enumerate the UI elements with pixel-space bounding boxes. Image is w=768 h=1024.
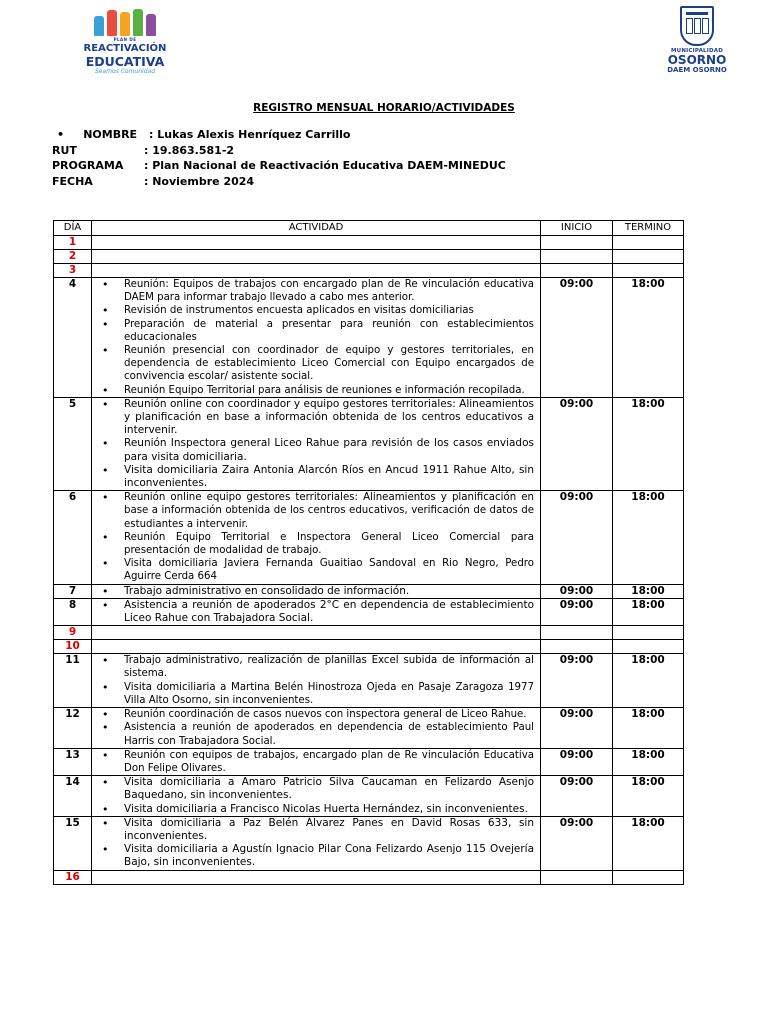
start-time-cell bbox=[541, 626, 613, 640]
info-row-programa bbox=[52, 158, 506, 174]
header-inicio: INICIO bbox=[541, 221, 613, 236]
logo-municipalidad-text: MUNICIPALIDAD bbox=[671, 48, 723, 54]
activity-cell bbox=[92, 654, 541, 708]
logo-plan-text: PLAN DE bbox=[113, 37, 137, 42]
nombre-label-text: NOMBRE bbox=[83, 128, 138, 142]
activity-cell bbox=[92, 584, 541, 598]
end-time-cell bbox=[613, 236, 684, 250]
start-time-cell bbox=[541, 250, 613, 264]
activity-list bbox=[92, 708, 540, 748]
table-row bbox=[54, 264, 684, 278]
activity-list bbox=[92, 398, 540, 490]
table-row bbox=[54, 748, 684, 775]
activity-cell bbox=[92, 748, 541, 775]
list-item: • Visita domiciliaria Javiera Fernanda Guaitiao Sandoval en Rio Negro, Pedro Aguirre Cerda 664 bbox=[124, 557, 534, 583]
table-row bbox=[54, 278, 684, 398]
start-time-cell: 09:00 bbox=[541, 584, 613, 598]
document-title: REGISTRO MENSUAL HORARIO/ACTIVIDADES bbox=[253, 102, 515, 114]
day-cell: 11 bbox=[54, 654, 92, 708]
activity-cell bbox=[92, 776, 541, 817]
end-time-cell: 18:00 bbox=[613, 748, 684, 775]
info-block bbox=[52, 127, 506, 189]
activity-list bbox=[92, 585, 540, 598]
table-row bbox=[54, 491, 684, 584]
start-time-cell bbox=[541, 236, 613, 250]
activity-cell bbox=[92, 264, 541, 278]
day-cell: 1 bbox=[54, 236, 92, 250]
day-cell: 8 bbox=[54, 598, 92, 625]
activity-list bbox=[92, 278, 540, 397]
rut-label: RUT bbox=[52, 143, 77, 157]
start-time-cell: 09:00 bbox=[541, 776, 613, 817]
list-item: • Reunión online equipo gestores territoriales: Alineamientos y planificación en base a información obtenida de los centros educativos, verificación de datos de estudiantes a intervenir. bbox=[124, 491, 534, 531]
programa-value: : Plan Nacional de Reactivación Educativa DAEM-MINEDUC bbox=[144, 159, 506, 173]
day-cell: 5 bbox=[54, 397, 92, 490]
activity-cell bbox=[92, 598, 541, 625]
day-cell: 9 bbox=[54, 626, 92, 640]
start-time-cell bbox=[541, 870, 613, 884]
table-row bbox=[54, 584, 684, 598]
end-time-cell bbox=[613, 250, 684, 264]
day-cell: 2 bbox=[54, 250, 92, 264]
end-time-cell bbox=[613, 264, 684, 278]
list-item: • Reunión Inspectora general Liceo Rahue para revisión de los casos enviados para visita domiciliaria. bbox=[124, 437, 534, 463]
list-item: • Asistencia a reunión de apoderados 2°C en dependencia de establecimiento Liceo Rahue con Trabajadora Social. bbox=[124, 599, 534, 625]
table-row bbox=[54, 654, 684, 708]
hands-icon bbox=[80, 8, 170, 36]
start-time-cell: 09:00 bbox=[541, 598, 613, 625]
end-time-cell: 18:00 bbox=[613, 598, 684, 625]
end-time-cell: 18:00 bbox=[613, 584, 684, 598]
day-cell: 7 bbox=[54, 584, 92, 598]
municipalidad-osorno-logo bbox=[662, 6, 732, 80]
list-item: • Reunión presencial con coordinador de equipo y gestores territoriales, en dependencia de establecimiento Liceo Comercial con Equipo encargados de convivencia escolar/ asistente social. bbox=[124, 344, 534, 384]
logo-daem-text: DAEM OSORNO bbox=[667, 66, 727, 74]
activity-list bbox=[92, 491, 540, 583]
end-time-cell bbox=[613, 870, 684, 884]
list-item: • Reunión Equipo Territorial e Inspectora General Liceo Comercial para presentación de modalidad de trabajo. bbox=[124, 531, 534, 557]
activity-cell bbox=[92, 626, 541, 640]
activity-cell bbox=[92, 708, 541, 749]
table-row bbox=[54, 640, 684, 654]
nombre-label bbox=[52, 128, 149, 141]
list-item: • Asistencia a reunión de apoderados en dependencia de establecimiento Paul Harris con Trabajadora Social. bbox=[124, 721, 534, 747]
end-time-cell: 18:00 bbox=[613, 397, 684, 490]
activities-table bbox=[53, 220, 684, 885]
logo-reactivacion-text: REACTIVACIÓN bbox=[83, 43, 167, 54]
nombre-value: : Lukas Alexis Henríquez Carrillo bbox=[149, 128, 351, 142]
list-item: • Preparación de material a presentar para reunión con establecimientos educacionales bbox=[124, 318, 534, 344]
day-cell: 12 bbox=[54, 708, 92, 749]
list-item: • Reunión: Equipos de trabajos con encargado plan de Re vinculación educativa DAEM para informar trabajo llevado a cabo mes anterior. bbox=[124, 278, 534, 304]
end-time-cell: 18:00 bbox=[613, 708, 684, 749]
table-row bbox=[54, 598, 684, 625]
fecha-value: : Noviembre 2024 bbox=[144, 174, 255, 188]
start-time-cell: 09:00 bbox=[541, 816, 613, 870]
list-item: • Visita domiciliaria a Agustín Ignacio Pilar Cona Felizardo Asenjo 115 Ovejería Bajo, sin inconvenientes. bbox=[124, 843, 534, 869]
logo-osorno-text: OSORNO bbox=[667, 53, 727, 67]
list-item: • Revisión de instrumentos encuesta aplicados en visitas domiciliarias bbox=[124, 304, 534, 317]
bullet-icon: • bbox=[57, 128, 65, 142]
activity-cell bbox=[92, 491, 541, 584]
start-time-cell bbox=[541, 640, 613, 654]
activity-cell bbox=[92, 236, 541, 250]
list-item: • Reunión coordinación de casos nuevos con inspectora general de Liceo Rahue. bbox=[124, 708, 534, 721]
end-time-cell: 18:00 bbox=[613, 654, 684, 708]
activity-cell bbox=[92, 816, 541, 870]
list-item: • Visita domiciliaria a Martina Belén Hinostroza Ojeda en Pasaje Zaragoza 1977 Villa Alto Osorno, sin inconvenientes. bbox=[124, 681, 534, 707]
day-cell: 15 bbox=[54, 816, 92, 870]
activity-list bbox=[92, 817, 540, 870]
list-item: • Reunión online con coordinador y equipo gestores territoriales: Alineamientos y planificación en base a información obtenida de los centros educativos a intervenir. bbox=[124, 398, 534, 438]
activity-cell bbox=[92, 397, 541, 490]
list-item: • Reunión Equipo Territorial para análisis de reuniones e información recopilada. bbox=[124, 384, 534, 397]
end-time-cell: 18:00 bbox=[613, 491, 684, 584]
info-row-nombre bbox=[52, 127, 506, 143]
table-row bbox=[54, 816, 684, 870]
end-time-cell: 18:00 bbox=[613, 816, 684, 870]
day-cell: 16 bbox=[54, 870, 92, 884]
logo-tagline: Seamos Comunidad bbox=[95, 68, 155, 75]
activity-list bbox=[92, 599, 540, 625]
day-cell: 13 bbox=[54, 748, 92, 775]
list-item: • Reunión con equipos de trabajos, encargado plan de Re vinculación Educativa Don Felipe Olivares. bbox=[124, 749, 534, 775]
start-time-cell: 09:00 bbox=[541, 397, 613, 490]
start-time-cell: 09:00 bbox=[541, 654, 613, 708]
day-cell: 4 bbox=[54, 278, 92, 398]
activity-list bbox=[92, 776, 540, 816]
activity-cell bbox=[92, 250, 541, 264]
start-time-cell: 09:00 bbox=[541, 278, 613, 398]
end-time-cell: 18:00 bbox=[613, 278, 684, 398]
end-time-cell: 18:00 bbox=[613, 776, 684, 817]
fecha-label: FECHA bbox=[52, 174, 93, 188]
table-row bbox=[54, 870, 684, 884]
table-row bbox=[54, 708, 684, 749]
start-time-cell: 09:00 bbox=[541, 491, 613, 584]
list-item: • Visita domiciliaria Zaira Antonia Alarcón Ríos en Ancud 1911 Rahue Alto, sin inconvenientes. bbox=[124, 464, 534, 490]
activity-list bbox=[92, 749, 540, 775]
programa-label: PROGRAMA bbox=[52, 159, 124, 173]
logo-educativa-text: EDUCATIVA bbox=[85, 54, 165, 69]
activity-list bbox=[92, 654, 540, 707]
start-time-cell: 09:00 bbox=[541, 748, 613, 775]
activity-cell bbox=[92, 278, 541, 398]
header-dia: DÍA bbox=[54, 221, 92, 236]
day-cell: 3 bbox=[54, 264, 92, 278]
table-row bbox=[54, 776, 684, 817]
list-item: • Visita domiciliaria a Paz Belén Álvarez Panes en David Rosas 633, sin inconvenientes. bbox=[124, 817, 534, 843]
activity-cell bbox=[92, 870, 541, 884]
day-cell: 10 bbox=[54, 640, 92, 654]
table-header-row bbox=[54, 221, 684, 236]
day-cell: 6 bbox=[54, 491, 92, 584]
end-time-cell bbox=[613, 626, 684, 640]
list-item: • Visita domiciliaria a Francisco Nicolas Huerta Hernández, sin inconvenientes. bbox=[124, 803, 534, 816]
crest-icon bbox=[680, 6, 714, 46]
header-termino: TERMINO bbox=[613, 221, 684, 236]
start-time-cell: 09:00 bbox=[541, 708, 613, 749]
table-row bbox=[54, 236, 684, 250]
info-row-fecha bbox=[52, 174, 506, 190]
rut-value: : 19.863.581-2 bbox=[144, 143, 235, 157]
table-row bbox=[54, 250, 684, 264]
activity-cell bbox=[92, 640, 541, 654]
table-row bbox=[54, 626, 684, 640]
start-time-cell bbox=[541, 264, 613, 278]
table-row bbox=[54, 397, 684, 490]
reactivacion-educativa-logo bbox=[80, 8, 170, 75]
header-actividad: ACTIVIDAD bbox=[92, 221, 541, 236]
list-item: • Trabajo administrativo, realización de planillas Excel subida de información al sistema. bbox=[124, 654, 534, 680]
end-time-cell bbox=[613, 640, 684, 654]
info-row-rut bbox=[52, 143, 506, 159]
list-item: • Trabajo administrativo en consolidado de información. bbox=[124, 585, 534, 598]
day-cell: 14 bbox=[54, 776, 92, 817]
list-item: • Visita domiciliaria a Amaro Patricio Silva Caucaman en Felizardo Asenjo Baquedano, sin inconvenientes. bbox=[124, 776, 534, 802]
